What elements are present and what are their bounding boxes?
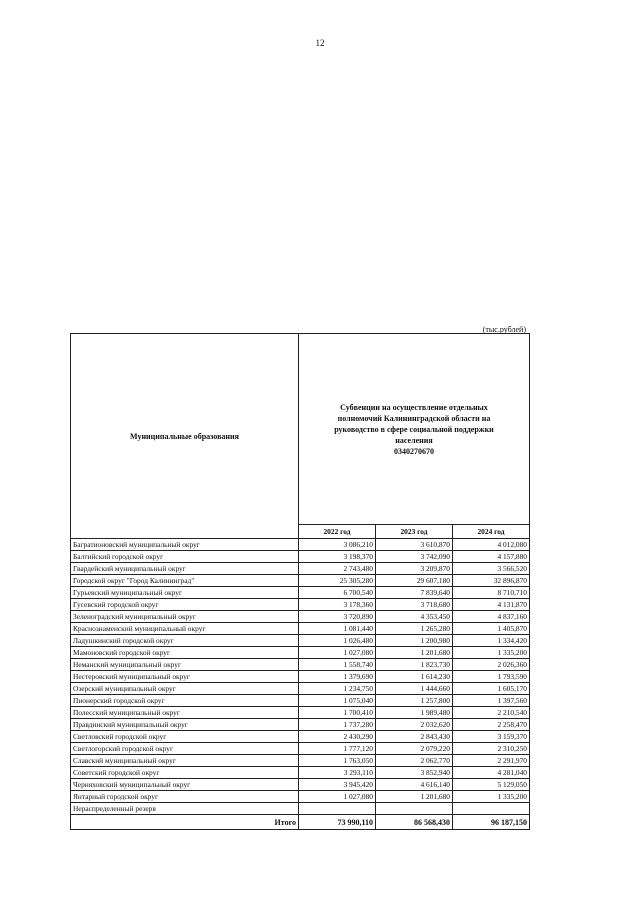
municipality-name: Янтарный городской округ [71, 791, 299, 803]
table-row [71, 755, 530, 767]
municipality-name: Неманский муниципальный округ [71, 659, 299, 671]
value-2023: 1 444,660 [376, 683, 453, 695]
value-2022: 6 700,540 [299, 587, 376, 599]
total-2024: 96 187,150 [453, 815, 530, 830]
value-2023: 1 614,230 [376, 671, 453, 683]
municipality-name: Нестеровский муниципальный округ [71, 671, 299, 683]
table-row [71, 575, 530, 587]
table-row [71, 779, 530, 791]
value-2024: 3 159,370 [453, 731, 530, 743]
table-row [71, 587, 530, 599]
value-2024: 4 131,870 [453, 599, 530, 611]
municipality-name: Мамоновский городской округ [71, 647, 299, 659]
table-row [71, 539, 530, 551]
value-2023: 2 062,770 [376, 755, 453, 767]
year-header-2023: 2023 год [376, 525, 453, 539]
value-2024: 4 837,160 [453, 611, 530, 623]
table-row [71, 623, 530, 635]
subsidy-table [70, 333, 530, 830]
value-2023: 2 079,220 [376, 743, 453, 755]
value-2023: 1 989,480 [376, 707, 453, 719]
value-2022: 1 026,480 [299, 635, 376, 647]
value-2022: 3 945,420 [299, 779, 376, 791]
municipality-name: Полесский муниципальный округ [71, 707, 299, 719]
value-2022: 25 305,280 [299, 575, 376, 587]
value-2023: 2 032,620 [376, 719, 453, 731]
value-2024: 1 335,200 [453, 791, 530, 803]
table-row [71, 599, 530, 611]
value-2022: 1 075,040 [299, 695, 376, 707]
municipality-name: Городской округ "Город Калининград" [71, 575, 299, 587]
value-2023: 1 823,730 [376, 659, 453, 671]
value-2023: 3 610,870 [376, 539, 453, 551]
value-2023: 3 209,870 [376, 563, 453, 575]
value-2024: 4 012,080 [453, 539, 530, 551]
header-subsidy-line: полномочий Калининградской области на [337, 413, 491, 423]
municipality-name: Нераспределенный резерв [71, 803, 299, 815]
value-2022: 1 027,080 [299, 791, 376, 803]
municipality-name: Советский городской округ [71, 767, 299, 779]
header-municipalities: Муниципальные образования [71, 334, 299, 539]
value-2023: 4 616,140 [376, 779, 453, 791]
total-2022: 73 990,110 [299, 815, 376, 830]
value-2022: 1 027,080 [299, 647, 376, 659]
table-row [71, 683, 530, 695]
value-2022: 3 086,210 [299, 539, 376, 551]
value-2023: 3 742,090 [376, 551, 453, 563]
municipality-name: Гусевский городской округ [71, 599, 299, 611]
header-subsidy [299, 334, 530, 525]
table-body [71, 539, 530, 815]
municipality-name: Светловский городской округ [71, 731, 299, 743]
municipality-name: Славский муниципальный округ [71, 755, 299, 767]
year-header-2024: 2024 год [453, 525, 530, 539]
value-2023: 1 265,280 [376, 623, 453, 635]
total-2023: 86 568,430 [376, 815, 453, 830]
value-2022: 3 293,110 [299, 767, 376, 779]
value-2024: 1 335,200 [453, 647, 530, 659]
value-2024: 2 310,250 [453, 743, 530, 755]
municipality-name: Светлогорский городской округ [71, 743, 299, 755]
value-2023: 4 353,450 [376, 611, 453, 623]
value-2022: 1 737,280 [299, 719, 376, 731]
value-2024: 2 258,470 [453, 719, 530, 731]
value-2022 [299, 803, 376, 815]
value-2024: 32 896,870 [453, 575, 530, 587]
value-2024: 1 405,870 [453, 623, 530, 635]
table-row [71, 611, 530, 623]
value-2024: 1 793,590 [453, 671, 530, 683]
value-2022: 1 379,690 [299, 671, 376, 683]
value-2022: 1 081,440 [299, 623, 376, 635]
value-2024: 4 157,880 [453, 551, 530, 563]
municipality-name: Зеленоградский муниципальный округ [71, 611, 299, 623]
value-2023: 1 200,980 [376, 635, 453, 647]
units-label: (тыс.рублей) [482, 325, 526, 334]
municipality-name: Озерский муниципальный округ [71, 683, 299, 695]
municipality-name: Балтийский городской округ [71, 551, 299, 563]
table-header-row [71, 334, 530, 525]
table-row [71, 659, 530, 671]
value-2024: 5 129,050 [453, 779, 530, 791]
value-2022: 1 777,120 [299, 743, 376, 755]
value-2022: 3 720,890 [299, 611, 376, 623]
value-2024: 1 397,560 [453, 695, 530, 707]
value-2024 [453, 803, 530, 815]
table-row [71, 563, 530, 575]
value-2022: 3 198,370 [299, 551, 376, 563]
municipality-name: Пионерский городской округ [71, 695, 299, 707]
header-subsidy-code: 0340270670 [394, 446, 434, 456]
value-2024: 3 566,520 [453, 563, 530, 575]
page-number: 12 [315, 38, 325, 48]
municipality-name: Гвардейский муниципальный округ [71, 563, 299, 575]
value-2024: 4 281,040 [453, 767, 530, 779]
value-2022: 3 178,360 [299, 599, 376, 611]
table-row [71, 647, 530, 659]
value-2022: 1 558,740 [299, 659, 376, 671]
municipality-name: Багратионовский муниципальный округ [71, 539, 299, 551]
table-row [71, 743, 530, 755]
table-row [71, 719, 530, 731]
municipality-name: Краснознаменский муниципальный округ [71, 623, 299, 635]
value-2024: 2 210,540 [453, 707, 530, 719]
value-2022: 2 743,480 [299, 563, 376, 575]
value-2023 [376, 803, 453, 815]
value-2023: 3 718,680 [376, 599, 453, 611]
value-2024: 8 710,710 [453, 587, 530, 599]
header-subsidy-line: Субвенции на осуществление отдельных [340, 402, 488, 412]
table-row [71, 731, 530, 743]
table-row [71, 695, 530, 707]
value-2023: 1 201,680 [376, 791, 453, 803]
table-row [71, 635, 530, 647]
value-2024: 1 334,420 [453, 635, 530, 647]
value-2023: 7 839,640 [376, 587, 453, 599]
municipality-name: Черняховский муниципальный округ [71, 779, 299, 791]
total-label: Итого [71, 815, 299, 830]
header-subsidy-line: населения [395, 435, 433, 445]
municipality-name: Правдинский муниципальный округ [71, 719, 299, 731]
table-row [71, 803, 530, 815]
table-row [71, 551, 530, 563]
value-2023: 3 852,940 [376, 767, 453, 779]
value-2023: 1 201,680 [376, 647, 453, 659]
total-row [71, 815, 530, 830]
table-row [71, 767, 530, 779]
table-row [71, 671, 530, 683]
value-2022: 1 234,750 [299, 683, 376, 695]
value-2024: 2 026,360 [453, 659, 530, 671]
municipality-name: Гурьевский муниципальный округ [71, 587, 299, 599]
table-row [71, 707, 530, 719]
header-subsidy-line: руководство в сфере социальной поддержки [334, 424, 494, 434]
value-2022: 1 763,050 [299, 755, 376, 767]
value-2022: 1 700,410 [299, 707, 376, 719]
municipality-name: Ладушкинский городской округ [71, 635, 299, 647]
value-2022: 2 430,290 [299, 731, 376, 743]
year-header-2022: 2022 год [299, 525, 376, 539]
value-2023: 29 607,180 [376, 575, 453, 587]
value-2024: 1 605,170 [453, 683, 530, 695]
value-2024: 2 291,970 [453, 755, 530, 767]
value-2023: 1 257,800 [376, 695, 453, 707]
value-2023: 2 843,430 [376, 731, 453, 743]
table-row [71, 791, 530, 803]
